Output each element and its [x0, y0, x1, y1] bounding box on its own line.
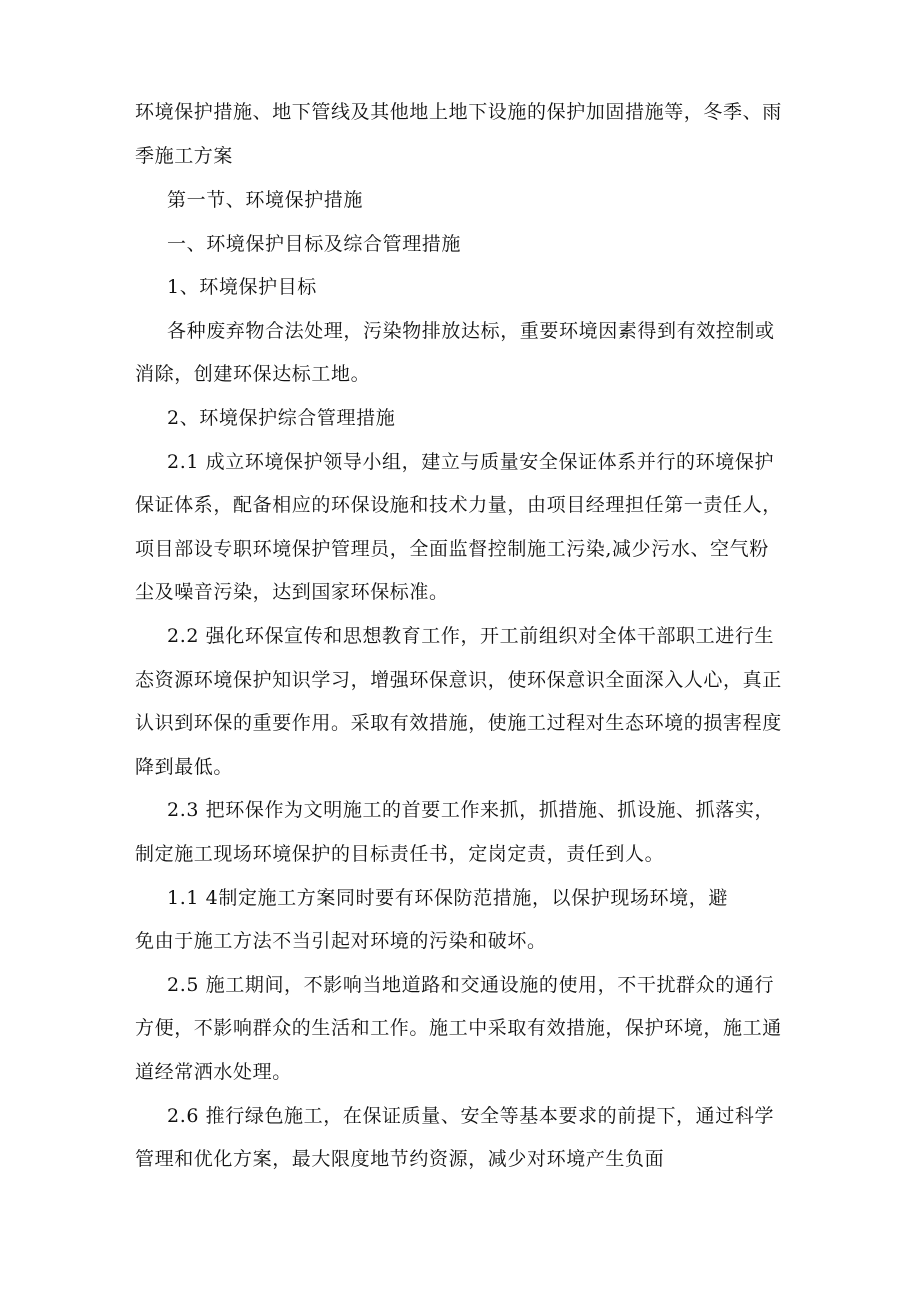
paragraph-line: 降到最低。 [135, 756, 234, 778]
paragraph-line: 项目部设专职环境保护管理员，全面监督控制施工污染,减少污水、空气粉 [135, 538, 769, 560]
paragraph-line: 各种废弃物合法处理，污染物排放达标，重要环境因素得到有效控制或 [167, 320, 775, 342]
paragraph-line: 2.5 施工期间，不影响当地道路和交通设施的使用，不干扰群众的通行 [167, 974, 775, 996]
paragraph-line: 认识到环保的重要作用。采取有效措施，使施工过程对生态环境的损害程度 [135, 712, 782, 734]
paragraph-line: 保证体系，配备相应的环保设施和技术力量，由项目经理担任第一责任人， [135, 494, 782, 516]
paragraph-line: 道经常洒水处理。 [135, 1061, 292, 1083]
paragraph-line: 免由于施工方法不当引起对环境的污染和破坏。 [135, 930, 547, 952]
paragraph-line: 2.2 强化环保宣传和思想教育工作，开工前组织对全体干部职工进行生 [167, 625, 775, 647]
paragraph-line: 1.1 4制定施工方案同时要有环保防范措施，以保护现场环境，避 [167, 887, 728, 909]
paragraph-line: 2.6 推行绿色施工，在保证质量、安全等基本要求的前提下，通过科学 [167, 1105, 775, 1127]
paragraph-line: 尘及噪音污染，达到国家环保标准。 [135, 581, 449, 603]
heading-measures: 2、环境保护综合管理措施 [167, 407, 396, 429]
paragraph-line: 管理和优化方案，最大限度地节约资源，减少对环境产生负面 [135, 1148, 665, 1170]
paragraph-line: 制定施工现场环境保护的目标责任书，定岗定责，责任到人。 [135, 843, 665, 865]
intro-line: 环境保护措施、地下管线及其他地上地下设施的保护加固措施等，冬季、雨 [135, 101, 782, 123]
paragraph-line: 2.3 把环保作为文明施工的首要工作来抓，抓措施、抓设施、抓落实， [167, 799, 775, 821]
section-title: 第一节、环境保护措施 [167, 189, 364, 211]
intro-line: 季施工方案 [135, 145, 234, 167]
paragraph-line: 方便，不影响群众的生活和工作。施工中采取有效措施，保护环境，施工通 [135, 1017, 782, 1039]
heading-goal: 1、环境保护目标 [167, 276, 317, 298]
paragraph-line: 消除，创建环保达标工地。 [135, 363, 371, 385]
subsection-title: 一、环境保护目标及综合管理措施 [167, 233, 462, 255]
paragraph-line: 2.1 成立环境保护领导小组，建立与质量安全保证体系并行的环境保护 [167, 451, 775, 473]
paragraph-line: 态资源环境保护知识学习，增强环保意识，使环保意识全面深入人心，真正 [135, 669, 782, 691]
